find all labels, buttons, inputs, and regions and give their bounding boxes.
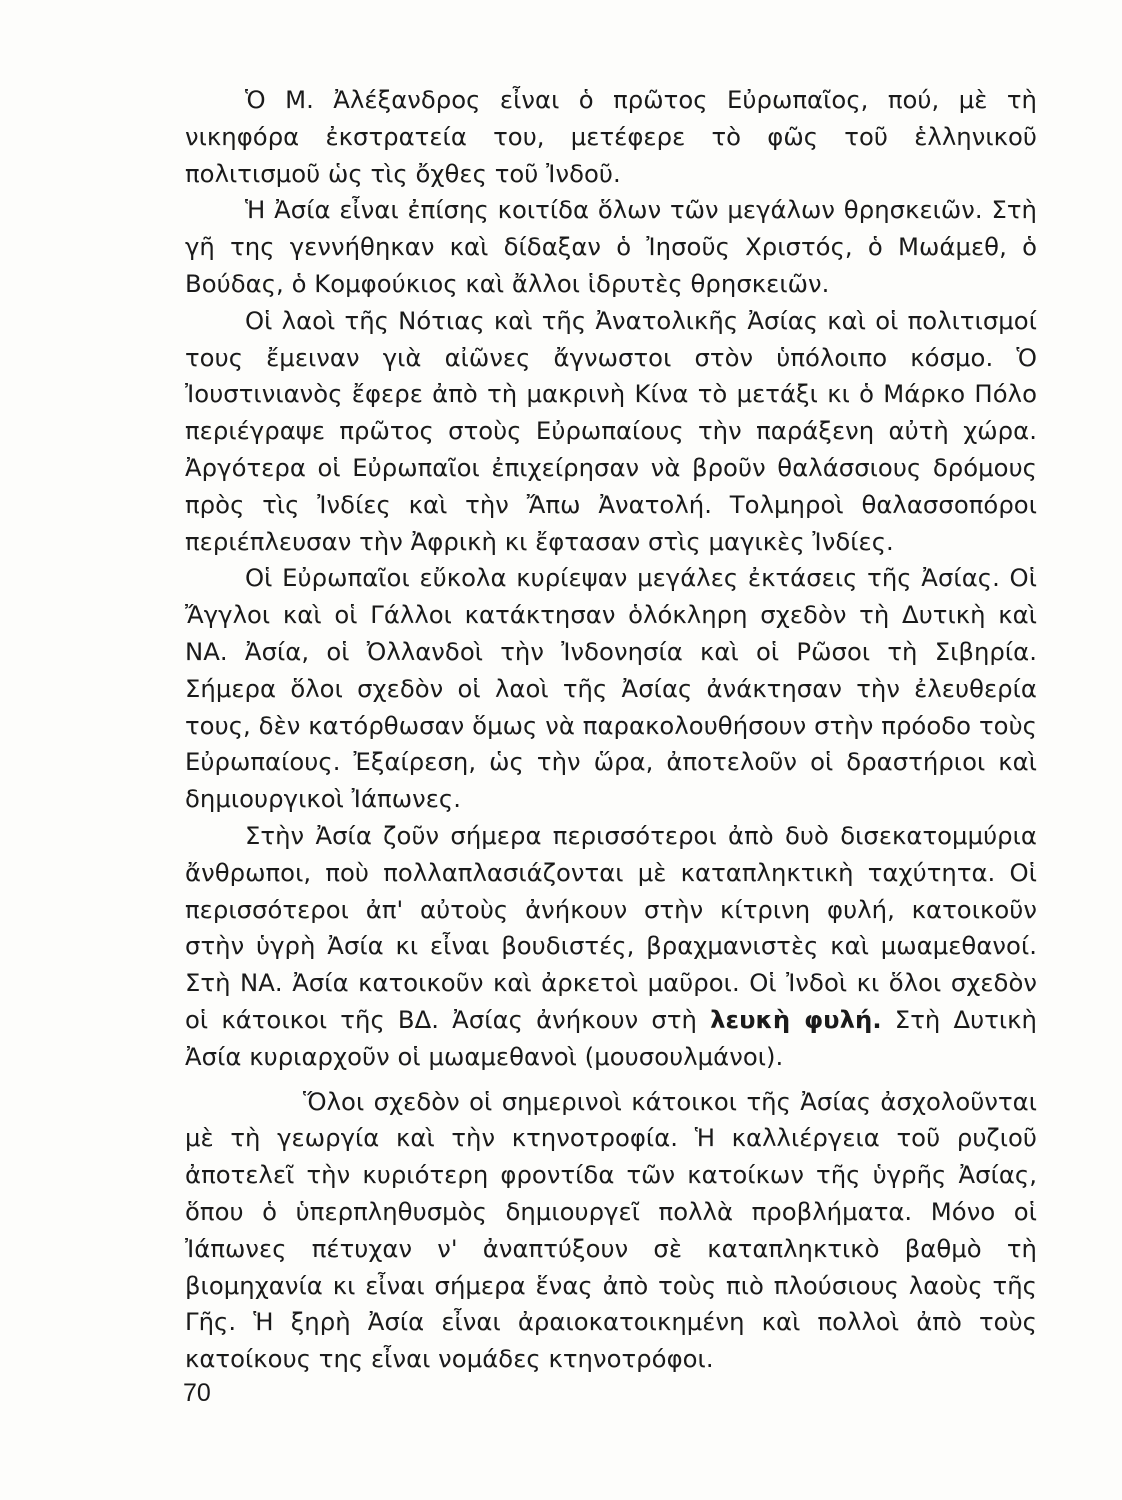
page-number: 70: [183, 1379, 211, 1407]
paragraph-population: [185, 818, 1037, 1076]
paragraph-colonization: Οἱ Εὐρωπαῖοι εὔκολα κυρίεψαν μεγάλες ἐκτάσεις τῆς Ἀσίας. Οἱ Ἄγγλοι καὶ οἱ Γάλλοι κατάκτησαν ὁλόκληρη σχεδὸν τὴ Δυτικὴ καὶ ΝΑ. Ἀσία, οἱ Ὀλλανδοὶ τὴν Ἰνδονησία καὶ οἱ Ρῶσοι τὴ Σιβηρία. Σήμερα ὅλοι σχεδὸν οἱ λαοὶ τῆς Ἀσίας ἀνάκτησαν τὴν ἐλευθερία τους, δὲν κατόρθωσαν ὅμως νὰ παρακολουθήσουν στὴν πρόοδο τοὺς Εὐρωπαίους. Ἐξαίρεση, ὡς τὴν ὥρα, ἀποτελοῦν οἱ δραστήριοι καὶ δημιουργικοὶ Ἰάπωνες.: [185, 563, 1037, 814]
paragraph-alexander: Ὁ Μ. Ἀλέξανδρος εἶναι ὁ πρῶτος Εὐρωπαῖος, πού, μὲ τὴ νικηφόρα ἐκστρατεία του, μετέφερε τὸ φῶς τοῦ ἑλληνικοῦ πολιτισμοῦ ὡς τὶς ὄχθες τοῦ Ἰνδοῦ.: [185, 85, 1037, 188]
population-text-end: Στὴ Δυτικὴ Ἀσία κυριαρχοῦν οἱ μωαμεθανοὶ (μουσουλμάνοι).: [185, 1004, 1038, 1071]
population-text-start: Στὴν Ἀσία ζοῦν σήμερα περισσότεροι ἀπὸ δυὸ δισεκατομμύρια ἄνθρωποι, ποὺ πολλαπλασιάζονται μὲ καταπληκτικὴ ταχύτητα. Οἱ περισσότεροι ἀπ' αὐτοὺς ἀνήκουν στὴν κίτρινη φυλή, κατοικοῦν στὴν ὑγρὴ Ἀσία κι εἶναι βουδιστές, βραχμανιστὲς καὶ μωαμεθανοί. Στὴ ΝΑ. Ἀσία κατοικοῦν καὶ ἀρκετοὶ μαῦροι. Οἱ Ἰνδοὶ κι ὅλοι σχεδὸν οἱ κάτοικοι τῆς ΒΔ. Ἀσίας ἀνήκουν στὴ: [185, 820, 1037, 1034]
page-text: [185, 82, 1037, 1378]
paragraph-explorers: Οἱ λαοὶ τῆς Νότιας καὶ τῆς Ἀνατολικῆς Ἀσίας καὶ οἱ πολιτισμοί τους ἔμειναν γιὰ αἰῶνες ἄγνωστοι στὸν ὑπόλοιπο κόσμο. Ὁ Ἰουστινιανὸς ἔφερε ἀπὸ τὴ μακρινὴ Κίνα τὸ μετάξι κι ὁ Μάρκο Πόλο περιέγραψε πρῶτος στοὺς Εὐρωπαίους τὴν παράξενη αὐτὴ χώρα. Ἀργότερα οἱ Εὐρωπαῖοι ἐπιχείρησαν νὰ βροῦν θαλάσσιους δρόμους πρὸς τὶς Ἰνδίες καὶ τὴν Ἄπω Ἀνατολή. Τολμηροὶ θαλασσοπόροι περιέπλευσαν τὴν Ἀφρικὴ κι ἔφτασαν στὶς μαγικὲς Ἰνδίες.: [185, 305, 1037, 556]
paragraph-religions: Ἡ Ἀσία εἶναι ἐπίσης κοιτίδα ὅλων τῶν μεγάλων θρησκειῶν. Στὴ γῆ της γεννήθηκαν καὶ δίδαξαν ὁ Ἰησοῦς Χριστός, ὁ Μωάμεθ, ὁ Βούδας, ὁ Κομφούκιος καὶ ἄλλοι ἱδρυτὲς θρησκειῶν.: [185, 195, 1037, 298]
paragraph-economy: Ὅλοι σχεδὸν οἱ σημερινοὶ κάτοικοι τῆς Ἀσίας ἀσχολοῦνται μὲ τὴ γεωργία καὶ τὴν κτηνοτροφία. Ἡ καλλιέργεια τοῦ ρυζιοῦ ἀποτελεῖ τὴν κυριότερη φροντίδα τῶν κατοίκων τῆς ὑγρῆς Ἀσίας, ὅπου ὁ ὑπερπληθυσμὸς δημιουργεῖ πολλὰ προβλήματα. Μόνο οἱ Ἰάπωνες πέτυχαν ν' ἀναπτύξουν σὲ καταπληκτικὸ βαθμὸ τὴ βιομηχανία κι εἶναι σήμερα ἕνας ἀπὸ τοὺς πιὸ πλούσιους λαοὺς τῆς Γῆς. Ἡ ξηρὴ Ἀσία εἶναι ἀραιοκατοικημένη καὶ πολλοὶ ἀπὸ τοὺς κατοίκους της εἶναι νομάδες κτηνοτρόφοι.: [185, 1086, 1037, 1374]
white-race-bold-term: λευκὴ φυλή.: [710, 1004, 882, 1034]
